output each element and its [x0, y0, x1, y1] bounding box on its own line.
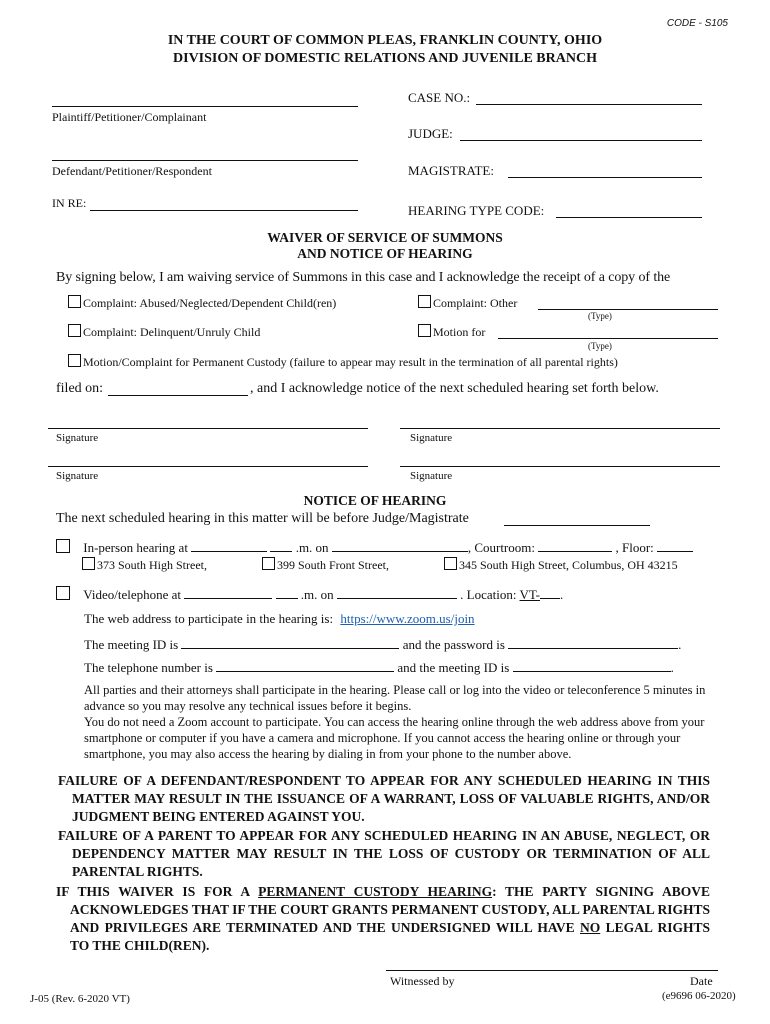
court-title: IN THE COURT OF COMMON PLEAS, FRANKLIN COUNTY, OHIO [167, 33, 603, 48]
waiver-subtitle: AND NOTICE OF HEARING [297, 246, 473, 261]
e-code: (e9696 06-2020) [662, 990, 736, 1002]
checkbox-motion[interactable] [418, 324, 431, 337]
motion-type-caption: (Type) [588, 341, 612, 351]
inperson-time-line[interactable] [191, 538, 267, 552]
checkbox-other[interactable] [418, 295, 431, 308]
case-no-line[interactable] [476, 104, 702, 105]
signature-label-2: Signature [410, 432, 453, 444]
floor-line[interactable] [657, 538, 693, 552]
checkbox-address-1[interactable] [82, 557, 95, 570]
zoom-access-paragraph: You do not need a Zoom account to participate. You can access the hearing online through the web address above from your smartphone or computer if you have a camera and microphone. If you cannot access the hearing online or through your smartphone, you may also access the hearing by dialing in from your phone to the number above. [84, 715, 705, 761]
form-code: CODE - S105 [666, 18, 728, 29]
notice-title: NOTICE OF HEARING [303, 493, 447, 508]
signature-label-1: Signature [56, 432, 99, 444]
witness-line[interactable] [386, 970, 718, 971]
meeting-id2-label: and the meeting ID is [397, 660, 510, 675]
checkbox-delinquent[interactable] [68, 324, 81, 337]
plaintiff-label: Plaintiff/Petitioner/Complainant [52, 110, 207, 124]
video-ampm-line[interactable] [276, 585, 298, 599]
option-permanent[interactable] [68, 354, 618, 370]
address-3-label: 345 South High Street, Columbus, OH 43215 [459, 558, 678, 572]
signature-label-4: Signature [410, 470, 453, 482]
hearing-type-line[interactable] [556, 217, 702, 218]
signature-line-2[interactable] [400, 428, 720, 429]
signature-line-4[interactable] [400, 466, 720, 467]
judge-label: JUDGE: [408, 126, 453, 141]
meeting-id-line[interactable] [181, 635, 399, 649]
web-address-row [84, 611, 475, 627]
plaintiff-line[interactable] [52, 106, 358, 107]
meeting-id2-line[interactable] [513, 658, 671, 672]
address-1-label: 373 South High Street, [97, 558, 207, 572]
option-delinquent[interactable] [68, 324, 260, 340]
meeting-id-row: The meeting ID is and the password is . [84, 637, 682, 652]
case-no-label: CASE NO.: [408, 90, 471, 105]
location-prefix: VT- [519, 587, 540, 602]
video-time-line[interactable] [184, 585, 272, 599]
inperson-ampm-line[interactable] [270, 538, 292, 552]
magistrate-label: MAGISTRATE: [408, 163, 494, 178]
warning-permanent-b: : THE PARTY SIGNING ABOVE ACKNOWLEDGES THAT IF THE COURT GRANTS PERMANENT CUSTODY, ALL PARENTAL RIGHTS AND PRIVILEGES ARE TERMINATED AND THE UNDERSIGNED WILL HAVE [70, 884, 711, 935]
participation-paragraph: All parties and their attorneys shall participate in the hearing. Please call or log into the video or teleconference 5 minutes in advance so you may resolve any technical issues before it begins. [84, 683, 706, 713]
option-abused-label: Complaint: Abused/Neglected/Dependent Child(ren) [83, 296, 337, 310]
filed-on-line[interactable] [108, 395, 248, 396]
signature-label-3: Signature [56, 470, 99, 482]
option-other-label: Complaint: Other [433, 296, 518, 310]
magistrate-line[interactable] [508, 177, 702, 178]
checkbox-address-3[interactable] [444, 557, 457, 570]
password-label: and the password is [402, 637, 505, 652]
judge-line[interactable] [460, 140, 702, 141]
floor-label: , Floor: [615, 540, 654, 555]
warning-parent [58, 827, 710, 881]
warning-defendant [58, 772, 710, 826]
courtroom-line[interactable] [538, 538, 612, 552]
web-address-label: The web address to participate in the hearing is: [84, 611, 334, 626]
video-row: Video/telephone at .m. on . Location: VT- . [56, 585, 563, 603]
warning-parent-text: FAILURE OF A PARENT TO APPEAR FOR ANY SCHEDULED HEARING IN AN ABUSE, NEGLECT, OR DEPENDENCY MATTER MAY RESULT IN THE LOSS OF CUSTODY OR TERMINATION OF ALL PARENTAL RIGHTS. [58, 828, 710, 879]
in-re-label: IN RE: [52, 196, 87, 210]
defendant-line[interactable] [52, 160, 358, 161]
waiver-title: WAIVER OF SERVICE OF SUMMONS [267, 230, 503, 245]
hearing-type-label: HEARING TYPE CODE: [408, 203, 545, 218]
warning-permanent-c: LEGAL RIGHTS TO THE CHILD(REN). [70, 920, 710, 953]
video-mon-label: .m. on [300, 587, 334, 602]
form-id: J-05 (Rev. 6-2020 VT) [30, 993, 130, 1005]
password-line[interactable] [508, 635, 678, 649]
defendant-label: Defendant/Petitioner/Respondent [52, 164, 212, 178]
address-option-3[interactable] [444, 557, 678, 573]
zoom-link[interactable]: https://www.zoom.us/join [340, 611, 475, 626]
option-permanent-label: Motion/Complaint for Permanent Custody (failure to appear may result in the termination of all parental rights) [83, 355, 618, 369]
option-other[interactable] [418, 295, 517, 311]
signature-line-1[interactable] [48, 428, 368, 429]
meeting-id-label: The meeting ID is [84, 637, 179, 652]
filed-on-label: filed on: [56, 381, 104, 396]
other-type-caption: (Type) [588, 311, 612, 321]
warning-permanent-no: NO [579, 920, 601, 935]
warning-permanent [56, 883, 710, 955]
telephone-label: The telephone number is [84, 660, 213, 675]
option-motion[interactable] [418, 324, 485, 340]
inperson-date-line[interactable] [332, 538, 468, 552]
inperson-mon-label: .m. on [295, 540, 329, 555]
waiver-intro: By signing below, I am waiving service of Summons in this case and I acknowledge the receipt of a copy of the [56, 270, 671, 285]
option-abused[interactable] [68, 295, 336, 311]
video-label: Video/telephone at [83, 587, 182, 602]
option-delinquent-label: Complaint: Delinquent/Unruly Child [83, 325, 261, 339]
location-label: . Location: [460, 587, 517, 602]
address-option-1[interactable] [82, 557, 207, 573]
other-type-line[interactable] [538, 309, 718, 310]
inperson-label: In-person hearing at [83, 540, 188, 555]
in-re-line[interactable] [90, 210, 358, 211]
warning-permanent-a: IF THIS WAIVER IS FOR A [56, 884, 259, 899]
address-option-2[interactable] [262, 557, 389, 573]
video-date-line[interactable] [337, 585, 457, 599]
checkbox-permanent[interactable] [68, 354, 81, 367]
checkbox-video[interactable] [56, 586, 70, 600]
checkbox-abused[interactable] [68, 295, 81, 308]
telephone-row: The telephone number is and the meeting ID is . [84, 660, 674, 675]
witnessed-by-label: Witnessed by [390, 974, 455, 988]
telephone-line[interactable] [216, 658, 394, 672]
filed-on-tail: , and I acknowledge notice of the next scheduled hearing set forth below. [250, 381, 659, 396]
signature-line-3[interactable] [48, 466, 368, 467]
warning-defendant-text: FAILURE OF A DEFENDANT/RESPONDENT TO APPEAR FOR ANY SCHEDULED HEARING IN THIS MATTER MAY RESULT IN THE ISSUANCE OF A WARRANT, LOSS OF VALUABLE RIGHTS, AND/OR JUDGMENT BEING ENTERED AGAINST YOU. [58, 773, 710, 824]
motion-type-line[interactable] [498, 338, 718, 339]
option-motion-label: Motion for [433, 325, 486, 339]
address-2-label: 399 South Front Street, [277, 558, 390, 572]
courtroom-label: , Courtroom: [467, 540, 535, 555]
location-line[interactable] [540, 585, 560, 599]
checkbox-address-2[interactable] [262, 557, 275, 570]
court-division: DIVISION OF DOMESTIC RELATIONS AND JUVENILE BRANCH [173, 51, 597, 66]
warning-permanent-underlined: PERMANENT CUSTODY HEARING [258, 884, 493, 899]
checkbox-inperson[interactable] [56, 539, 70, 553]
next-hearing-text: The next scheduled hearing in this matter will be before Judge/Magistrate [56, 511, 469, 526]
date-label: Date [690, 974, 713, 988]
inperson-row [56, 538, 693, 556]
judge-magistrate-line[interactable] [504, 525, 650, 526]
